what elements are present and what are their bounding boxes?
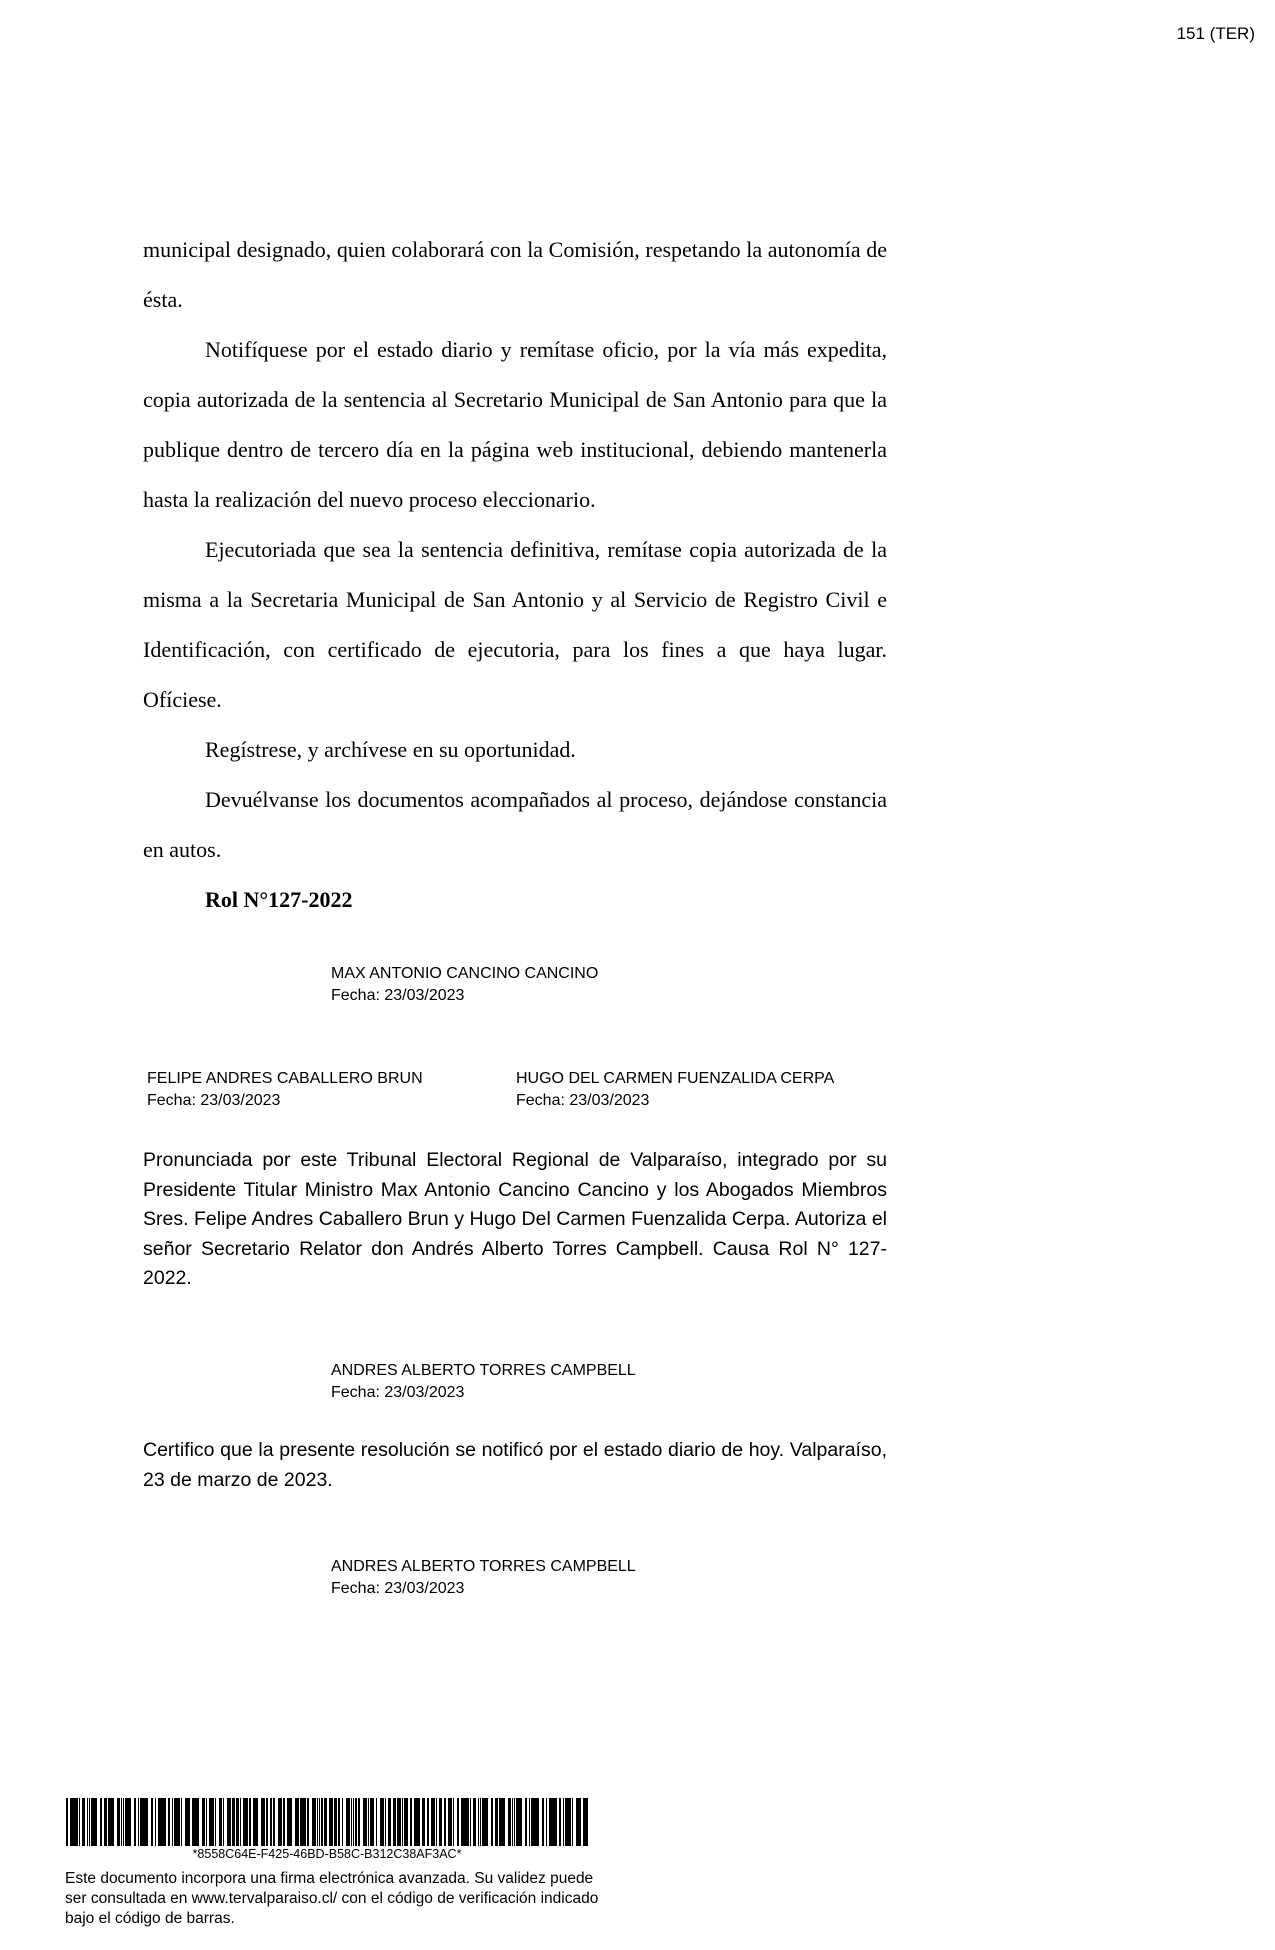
notice-line: bajo el código de barras. <box>65 1910 235 1927</box>
signature-secretary-relator <box>331 1556 636 1600</box>
verification-barcode-block <box>66 1798 588 1862</box>
ruling-paragraph: Devuélvanse los documentos acompañados al proceso, dejándose constancia en autos. <box>143 787 887 862</box>
signer-name: ANDRES ALBERTO TORRES CAMPBELL <box>331 1362 636 1379</box>
signature-member-right <box>516 1068 834 1112</box>
ruling-paragraph: Ejecutoriada que sea la sentencia definitiva, remítase copia autorizada de la misma a la Secretaria Municipal de San Antonio y al Servicio de Registro Civil e Identificación, con certificado de ejecutoria, para los fines a que haya lugar. Ofíciese. <box>143 537 887 712</box>
barcode <box>66 1798 588 1846</box>
signature-date: Fecha: 23/03/2023 <box>147 1092 281 1109</box>
ruling-paragraph: Regístrese, y archívese en su oportunidad. <box>205 737 576 762</box>
ruling-paragraph: Notifíquese por el estado diario y remítase oficio, por la vía más expedita, copia autorizada de la sentencia al Secretario Municipal de San Antonio para que la publique dentro de tercero día en la página web institucional, debiendo mantenerla hasta la realización del nuevo proceso eleccionario. <box>143 337 887 512</box>
rol-number: Rol N°127-2022 <box>205 887 353 912</box>
signer-name: FELIPE ANDRES CABALLERO BRUN <box>147 1070 423 1087</box>
signer-name: HUGO DEL CARMEN FUENZALIDA CERPA <box>516 1070 835 1087</box>
signature-date: Fecha: 23/03/2023 <box>331 987 465 1004</box>
signature-secretary-relator <box>331 1360 636 1404</box>
notice-line: ser consultada en www.tervalparaiso.cl/ con el código de verificación indicado <box>65 1890 599 1907</box>
verification-code: *8558C64E-F425-46BD-B58C-B312C38AF3AC* <box>192 1847 462 1861</box>
signature-validity-notice <box>65 1869 598 1929</box>
certification-paragraph: Certifico que la presente resolución se notificó por el estado diario de hoy. Valparaíso, 23 de marzo de 2023. <box>143 1439 887 1491</box>
notice-line: Este documento incorpora una firma electrónica avanzada. Su validez puede <box>65 1870 594 1887</box>
signer-name: ANDRES ALBERTO TORRES CAMPBELL <box>331 1558 636 1575</box>
signature-presiding-minister <box>331 963 598 1007</box>
ruling-body <box>143 225 887 925</box>
signature-date: Fecha: 23/03/2023 <box>331 1384 465 1401</box>
ruling-paragraph: municipal designado, quien colaborará con la Comisión, respetando la autonomía de ésta. <box>143 237 887 312</box>
page-number: 151 (TER) <box>1176 24 1255 43</box>
signature-date: Fecha: 23/03/2023 <box>516 1092 650 1109</box>
signer-name: MAX ANTONIO CANCINO CANCINO <box>331 965 599 982</box>
signature-member-left <box>147 1068 423 1112</box>
signature-date: Fecha: 23/03/2023 <box>331 1580 465 1597</box>
pronouncement-paragraph: Pronunciada por este Tribunal Electoral Regional de Valparaíso, integrado por su Presidente Titular Ministro Max Antonio Cancino Cancino y los Abogados Miembros Sres. Felipe Andres Caballero Brun y Hugo Del Carmen Fuenzalida Cerpa. Autoriza el señor Secretario Relator don Andrés Alberto Torres Campbell. Causa Rol N° 127-2022. <box>143 1149 887 1289</box>
